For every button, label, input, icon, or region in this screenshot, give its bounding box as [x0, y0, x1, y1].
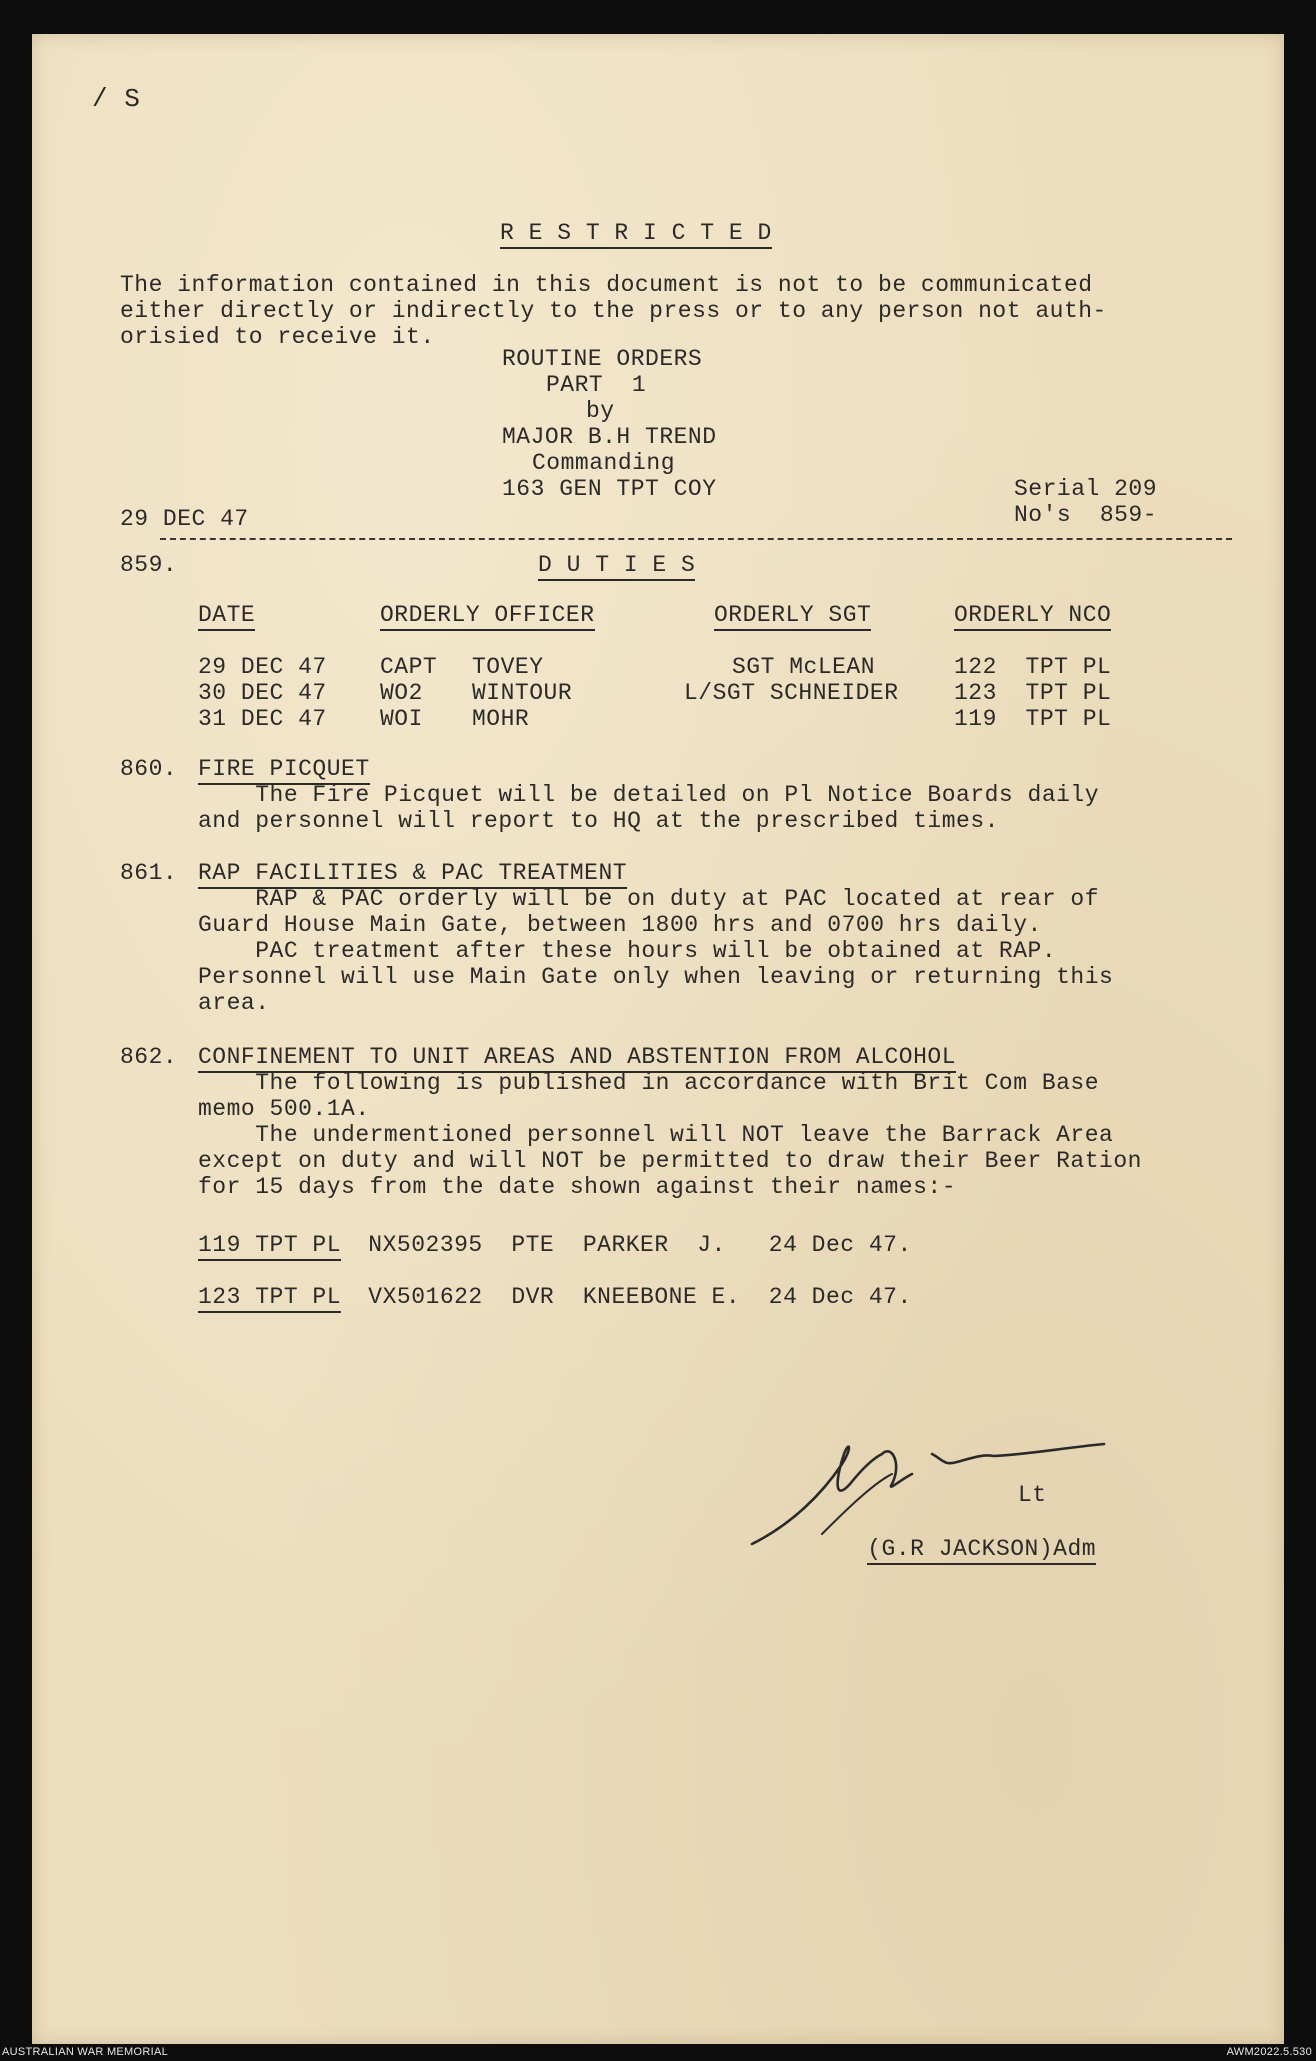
item-862-title: CONFINEMENT TO UNIT AREAS AND ABSTENTION FROM ALCOHOL	[198, 1044, 956, 1073]
header-routine-orders: ROUTINE ORDERS	[502, 346, 703, 372]
header-part: PART 1	[546, 372, 647, 398]
item-861-title: RAP FACILITIES & PAC TREATMENT	[198, 860, 627, 889]
signatory-rank: Lt	[1018, 1482, 1047, 1508]
item-859-number: 859.	[120, 552, 178, 578]
document-page	[32, 34, 1284, 2044]
duty-sgt: L/SGT SCHNEIDER	[684, 680, 899, 706]
duty-officer-rank: WO2	[380, 680, 423, 706]
personnel-unit: 123 TPT PL	[198, 1284, 341, 1313]
duty-date: 30 DEC 47	[198, 680, 327, 706]
personnel-unit: 119 TPT PL	[198, 1232, 341, 1261]
item-862-line: for 15 days from the date shown against their names:-	[198, 1174, 957, 1200]
item-860-line: and personnel will report to HQ at the prescribed times.	[198, 808, 999, 834]
duties-col-sgt: ORDERLY SGT	[714, 602, 871, 631]
duty-officer-rank: WOI	[380, 706, 423, 732]
item-860-number: 860.	[120, 756, 178, 782]
item-861-line: area.	[198, 990, 270, 1016]
corner-mark: / S	[92, 84, 141, 114]
duty-officer-name: TOVEY	[472, 654, 544, 680]
serial-number: Serial 209	[1014, 476, 1158, 502]
duty-officer-name: WINTOUR	[472, 680, 573, 706]
duty-sgt: SGT McLEAN	[732, 654, 876, 680]
signatory-name	[810, 1510, 1096, 1588]
item-862-line: except on duty and will NOT be permitted to draw their Beer Ration	[198, 1148, 1142, 1174]
item-860-line: The Fire Picquet will be detailed on Pl Notice Boards daily	[198, 782, 1100, 808]
header-commanding: Commanding	[532, 450, 676, 476]
notice-line-1: The information contained in this document is not to be communicated	[120, 272, 1093, 298]
duty-officer-rank: CAPT	[380, 654, 438, 680]
item-861-line: Personnel will use Main Gate only when leaving or returning this	[198, 964, 1114, 990]
item-862-number: 862.	[120, 1044, 178, 1070]
duty-officer-name: MOHR	[472, 706, 530, 732]
personnel-detail: VX501622 DVR KNEEBONE E. 24 Dec 47.	[354, 1284, 912, 1310]
item-862-line: The undermentioned personnel will NOT leave the Barrack Area	[198, 1122, 1114, 1148]
notice-line-2: either directly or indirectly to the press or to any person not auth-	[120, 298, 1107, 324]
duty-nco: 119 TPT PL	[954, 706, 1112, 732]
duty-date: 31 DEC 47	[198, 706, 327, 732]
header-commander: MAJOR B.H TREND	[502, 424, 717, 450]
classification-heading: R E S T R I C T E D	[500, 220, 772, 249]
item-862-line: The following is published in accordance with Brit Com Base	[198, 1070, 1100, 1096]
duties-col-officer: ORDERLY OFFICER	[380, 602, 595, 631]
item-861-line: RAP & PAC orderly will be on duty at PAC located at rear of	[198, 886, 1100, 912]
separator-line	[160, 538, 1232, 540]
item-861-line: PAC treatment after these hours will be obtained at RAP.	[198, 938, 1057, 964]
duty-date: 29 DEC 47	[198, 654, 327, 680]
personnel-detail: NX502395 PTE PARKER J. 24 Dec 47.	[354, 1232, 912, 1258]
duties-col-date: DATE	[198, 602, 255, 631]
duties-col-nco: ORDERLY NCO	[954, 602, 1111, 631]
duty-nco: 122 TPT PL	[954, 654, 1112, 680]
item-862-line: memo 500.1A.	[198, 1096, 370, 1122]
item-860-title: FIRE PICQUET	[198, 756, 370, 785]
notice-line-3: orisied to receive it.	[120, 324, 435, 350]
footer-accession-number: AWM2022.5.530	[1226, 2046, 1312, 2058]
header-unit: 163 GEN TPT COY	[502, 476, 717, 502]
document-date: 29 DEC 47	[120, 506, 249, 532]
duties-title: D U T I E S	[538, 552, 695, 581]
order-numbers: No's 859-	[1014, 502, 1158, 528]
item-861-line: Guard House Main Gate, between 1800 hrs and 0700 hrs daily.	[198, 912, 1042, 938]
footer-institution: AUSTRALIAN WAR MEMORIAL	[2, 2046, 169, 2058]
item-861-number: 861.	[120, 860, 178, 886]
signatory-role: Adm	[1053, 1536, 1096, 1565]
duty-nco: 123 TPT PL	[954, 680, 1112, 706]
signatory-name-text: (G.R JACKSON)	[867, 1536, 1053, 1565]
header-by: by	[586, 398, 615, 424]
